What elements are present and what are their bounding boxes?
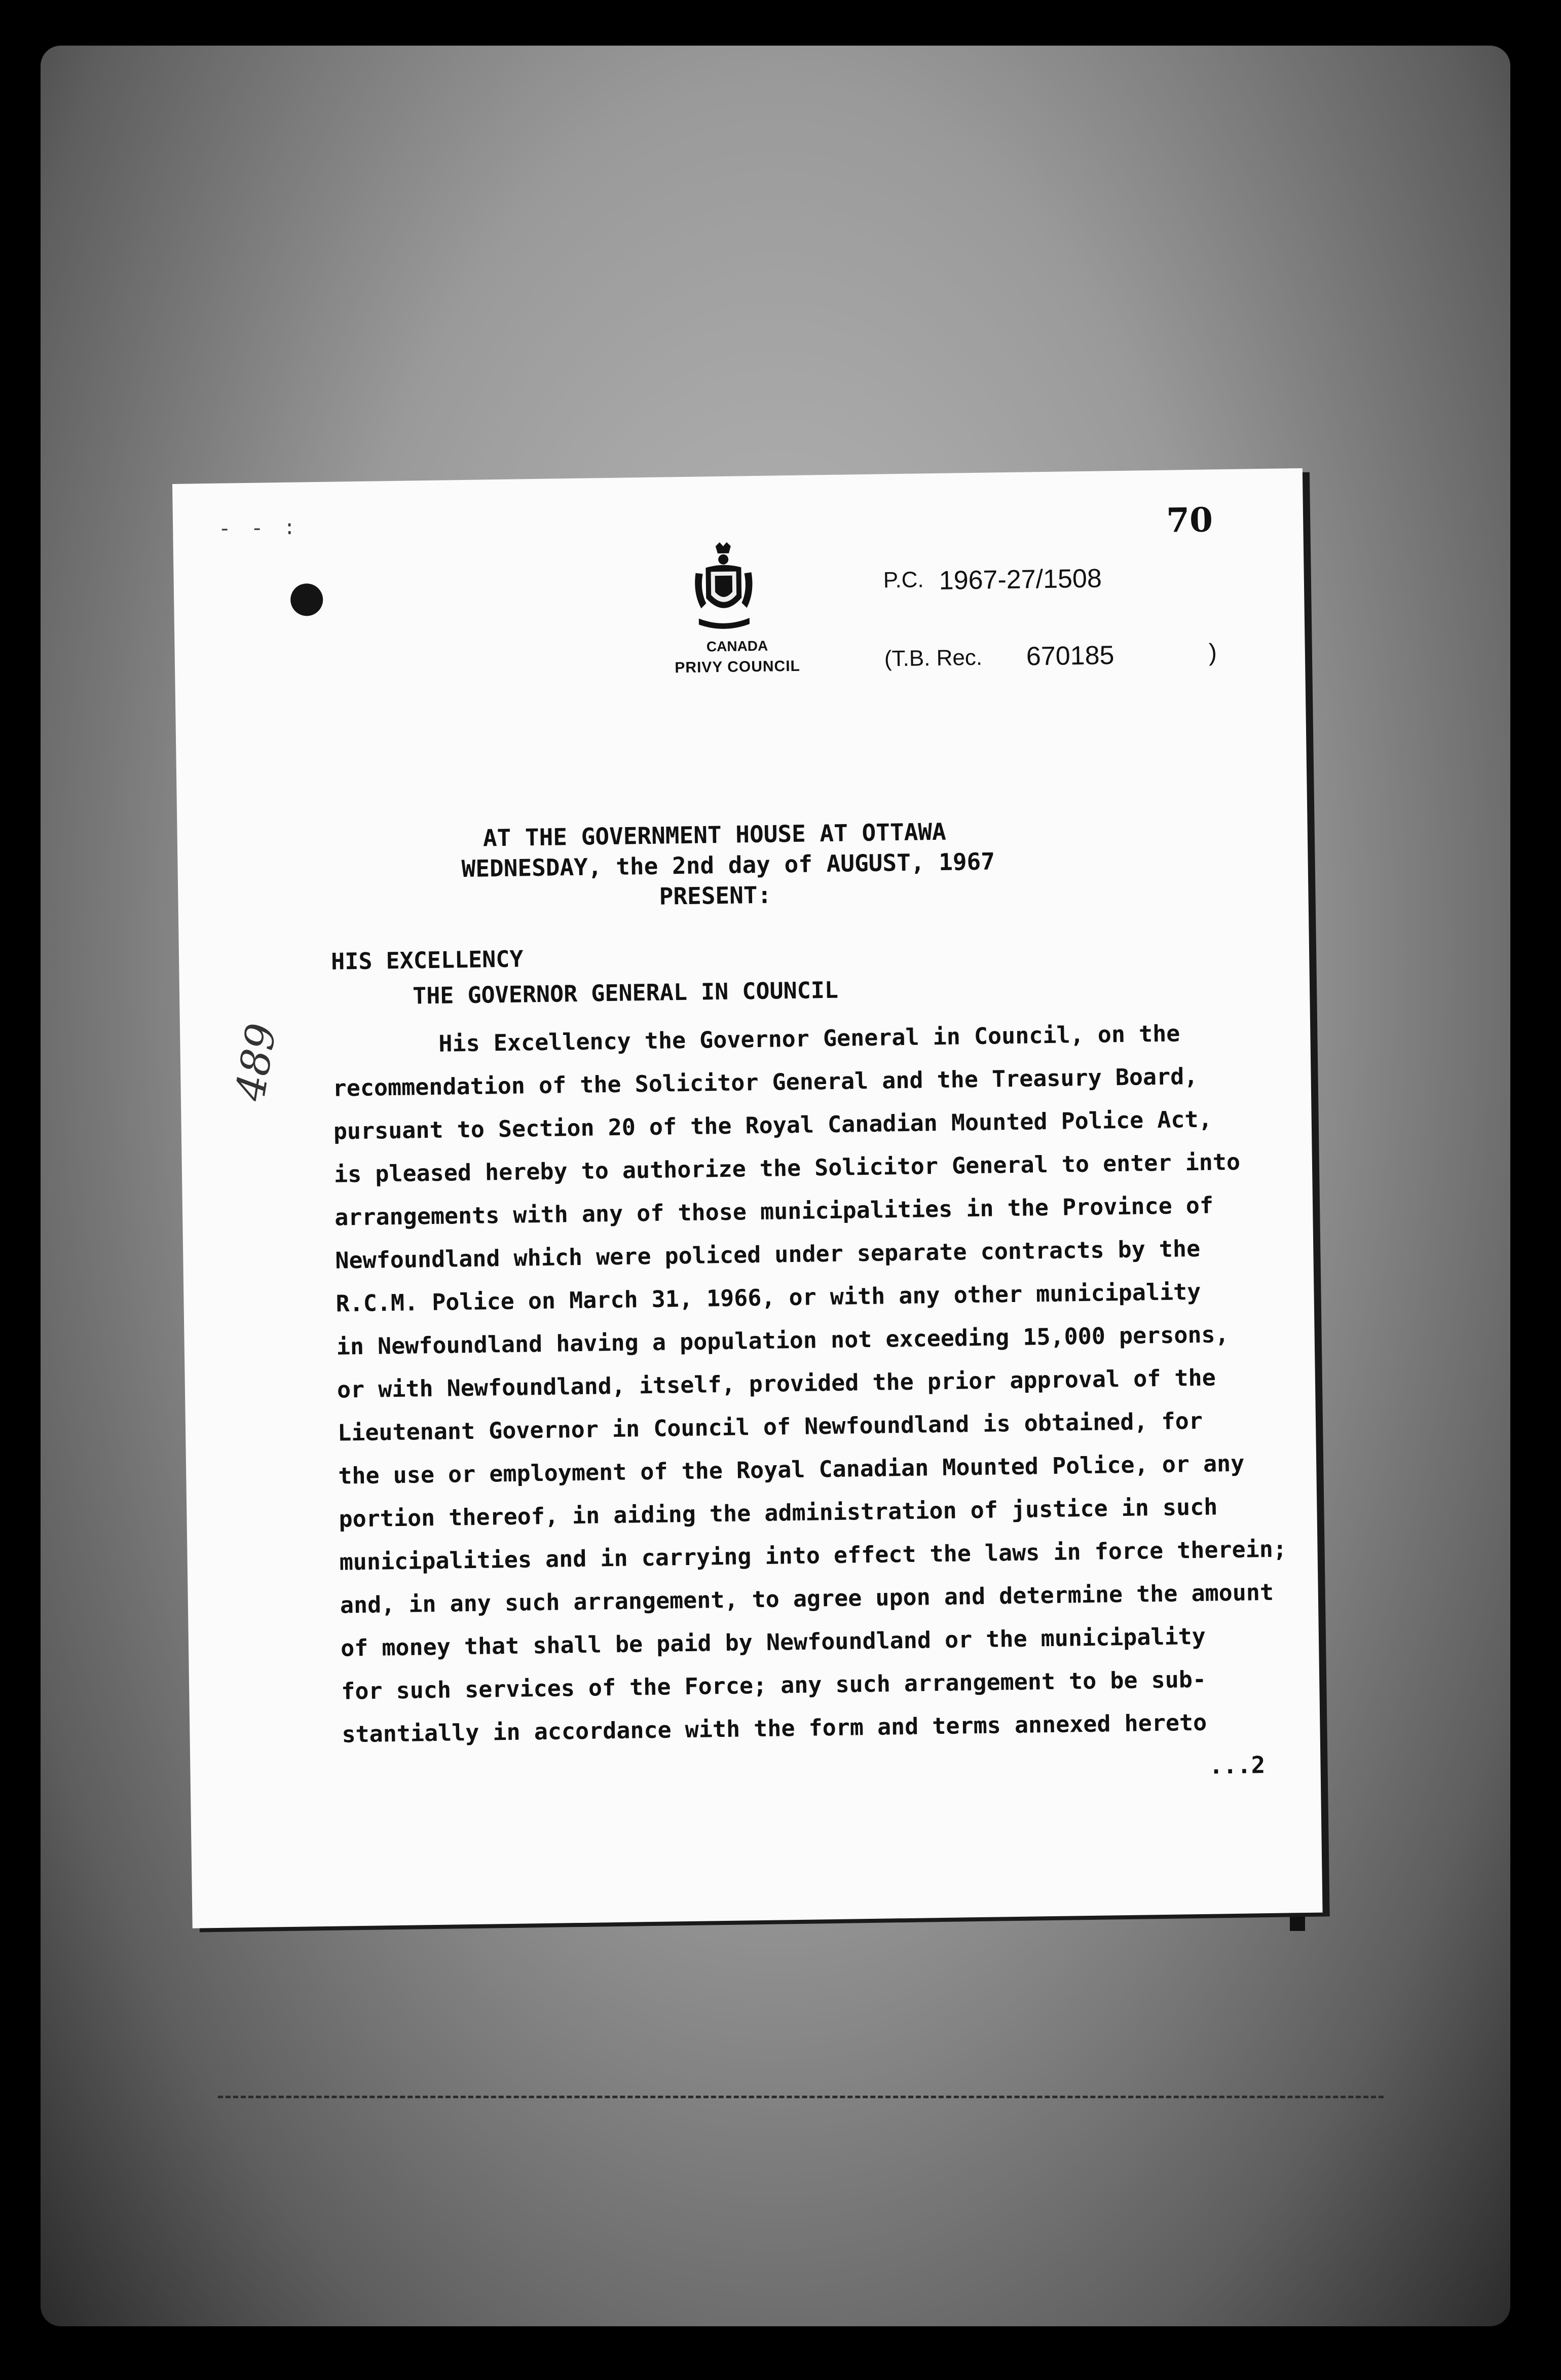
pc-label: P.C. [883,567,924,593]
body-line: recommendation of the Solicitor General and the Treasury Board, [332,1062,1198,1102]
body-line: or with Newfoundland, itself, provided the prior approval of the [337,1364,1216,1403]
canada-label: CANADA [706,638,768,655]
tb-rec-number: 670185 [1026,641,1114,672]
body-line: R.C.M. Police on March 31, 1966, or with any other municipality [336,1278,1201,1317]
body-line: municipalities and in carrying into effect the laws in force therein; [339,1535,1287,1576]
body-line: pursuant to Section 20 of the Royal Canadian Mounted Police Act, [333,1105,1212,1145]
heading-date: WEDNESDAY, the 2nd day of AUGUST, 1967 [461,847,995,883]
body-line: of money that shall be paid by Newfoundland or the municipality [340,1622,1206,1662]
governor-general-in-council: THE GOVERNOR GENERAL IN COUNCIL [412,976,839,1010]
punch-hole [290,583,323,616]
body-line: Lieutenant Governor in Council of Newfoundland is obtained, for [337,1407,1203,1446]
coat-of-arms-icon [690,542,758,634]
body-line: portion thereof, in aiding the administration of justice in such [339,1493,1218,1533]
heading-location: AT THE GOVERNMENT HOUSE AT OTTAWA [482,817,947,852]
body-line: is pleased hereby to authorize the Solicitor General to enter into [333,1148,1241,1188]
page-number: 70 [1166,500,1213,540]
corner-marks: - - : [218,517,300,542]
body-line: His Excellency the Governor General in Council, on the [438,1020,1180,1057]
body-line: the use or employment of the Royal Canadian Mounted Police, or any [338,1449,1245,1490]
body-line: arrangements with any of those municipalities in the Province of [334,1192,1214,1231]
his-excellency: HIS EXCELLENCY [330,945,524,975]
body-line: stantially in accordance with the form and terms annexed hereto [342,1708,1207,1748]
tb-rec-close-paren: ) [1208,639,1217,666]
body-line: and, in any such arrangement, to agree upon and determine the amount [340,1578,1274,1619]
body-line: Newfoundland which were policed under separate contracts by the [335,1235,1201,1274]
document-page [172,468,1323,1928]
body-line: in Newfoundland having a population not exceeding 15,000 persons, [336,1321,1229,1360]
heading-present: PRESENT: [659,881,772,910]
body-line: for such services of the Force; any such arrangement to be sub- [341,1665,1207,1705]
tb-rec-label: (T.B. Rec. [884,645,983,672]
handwritten-margin-note: 489 [226,1020,286,1104]
pc-number: 1967-27/1508 [939,564,1102,596]
continuation-marker: ...2 [1209,1751,1266,1779]
scan-fold-line [218,2096,1384,2098]
privy-council-label: PRIVY COUNCIL [675,657,801,677]
